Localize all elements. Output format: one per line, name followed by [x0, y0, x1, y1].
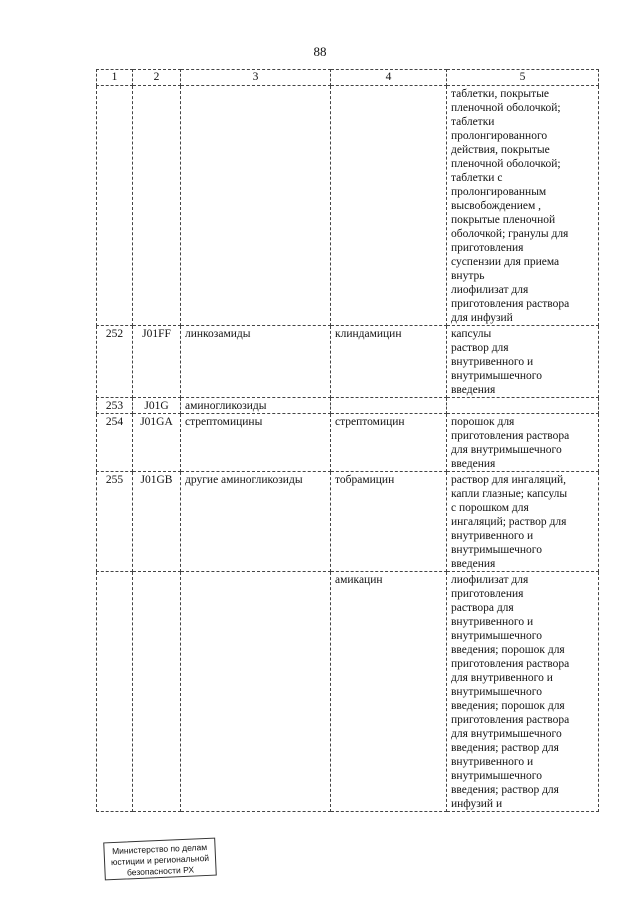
row-number-cell: 253: [97, 398, 133, 414]
group-name-cell: другие аминогликозиды: [181, 472, 331, 572]
dosage-form-line: введения: [451, 458, 496, 470]
dosage-form-line: введения: [451, 558, 496, 570]
dosage-forms-cell: [447, 398, 599, 414]
atc-code-cell: J01GA: [133, 414, 181, 472]
dosage-form-line: приготовления: [451, 242, 524, 254]
atc-code-cell: J01GB: [133, 472, 181, 572]
table-row: [97, 86, 599, 326]
dosage-form-line: инфузий и: [451, 798, 503, 810]
group-name-cell: [181, 86, 331, 326]
dosage-form-line: приготовления раствора: [451, 298, 570, 310]
dosage-form-line: лиофилизат для: [451, 284, 529, 296]
dosage-form-line: оболочкой; гранулы для: [451, 228, 569, 240]
ministry-stamp: [103, 838, 217, 881]
dosage-forms-cell: [447, 572, 599, 812]
dosage-form-line: лиофилизат для: [451, 574, 529, 586]
dosage-form-line: для внутримышечного: [451, 444, 562, 456]
atc-code-cell: J01G: [133, 398, 181, 414]
table-row: [97, 398, 599, 414]
dosage-forms-cell: [447, 326, 599, 398]
dosage-form-line: ингаляций; раствор для: [451, 516, 567, 528]
dosage-form-line: раствора для: [451, 602, 514, 614]
row-number-cell: 254: [97, 414, 133, 472]
drug-name-cell: стрептомицин: [331, 414, 447, 472]
table-body: [97, 86, 599, 812]
dosage-form-line: с порошком для: [451, 502, 529, 514]
row-number-cell: 252: [97, 326, 133, 398]
dosage-form-line: пленочной оболочкой;: [451, 158, 561, 170]
dosage-form-line: внутривенного и: [451, 616, 534, 628]
drug-name-cell: клиндамицин: [331, 326, 447, 398]
dosage-forms-cell: [447, 472, 599, 572]
dosage-form-line: внутримышечного: [451, 770, 542, 782]
dosage-form-line: внутривенного и: [451, 356, 534, 368]
column-header: 2: [133, 70, 181, 86]
row-number-cell: 255: [97, 472, 133, 572]
dosage-form-line: действия, покрытые: [451, 144, 550, 156]
dosage-forms-cell: [447, 414, 599, 472]
drug-name-cell: тобрамицин: [331, 472, 447, 572]
dosage-form-line: введения; раствор для: [451, 784, 559, 796]
dosage-form-line: внутримышечного: [451, 544, 542, 556]
stamp-line: юстиции и региональной: [110, 852, 210, 868]
dosage-form-line: раствор для ингаляций,: [451, 474, 567, 486]
group-name-cell: стрептомицины: [181, 414, 331, 472]
table-row: [97, 414, 599, 472]
dosage-form-line: приготовления раствора: [451, 430, 570, 442]
table-row: [97, 572, 599, 812]
column-header: 4: [331, 70, 447, 86]
group-name-cell: линкозамиды: [181, 326, 331, 398]
drug-name-cell: [331, 86, 447, 326]
group-name-cell: [181, 572, 331, 812]
dosage-form-line: приготовления раствора: [451, 714, 570, 726]
dosage-form-line: пролонгированным: [451, 186, 547, 198]
dosage-form-line: таблетки, покрытые: [451, 88, 550, 100]
dosage-form-line: порошок для: [451, 416, 515, 428]
dosage-form-line: внутримышечного: [451, 370, 542, 382]
dosage-form-line: для внутримышечного: [451, 728, 562, 740]
table-row: [97, 472, 599, 572]
dosage-form-line: для внутривенного и: [451, 672, 553, 684]
column-header: 5: [447, 70, 599, 86]
dosage-form-line: приготовления раствора: [451, 658, 570, 670]
drug-table: [96, 69, 599, 812]
dosage-form-line: приготовления: [451, 588, 524, 600]
dosage-form-line: введения: [451, 384, 496, 396]
dosage-form-line: введения; раствор для: [451, 742, 559, 754]
dosage-form-line: капли глазные; капсулы: [451, 488, 568, 500]
dosage-form-line: внутримышечного: [451, 630, 542, 642]
row-number-cell: [97, 86, 133, 326]
stamp-line: безопасности РХ: [126, 864, 195, 878]
page-number: 88: [313, 44, 327, 59]
dosage-form-line: пленочной оболочкой;: [451, 102, 561, 114]
table-header-row: [97, 70, 599, 86]
dosage-form-line: введения; порошок для: [451, 700, 565, 712]
group-name-cell: аминогликозиды: [181, 398, 331, 414]
atc-code-cell: [133, 572, 181, 812]
dosage-form-line: суспензии для приема: [451, 256, 560, 268]
dosage-forms-cell: [447, 86, 599, 326]
dosage-form-line: капсулы: [451, 328, 492, 340]
dosage-form-line: раствор для: [451, 342, 509, 354]
dosage-form-line: внутримышечного: [451, 686, 542, 698]
dosage-form-line: внутривенного и: [451, 530, 534, 542]
dosage-form-line: высвобождением ,: [451, 200, 542, 212]
drug-name-cell: [331, 398, 447, 414]
dosage-form-line: введения; порошок для: [451, 644, 565, 656]
column-header: 3: [181, 70, 331, 86]
dosage-form-line: внутрь: [451, 270, 485, 282]
stamp-line: Министерство по делам: [111, 841, 208, 857]
dosage-form-line: таблетки: [451, 116, 495, 128]
dosage-form-line: пролонгированного: [451, 130, 548, 142]
table-row: [97, 326, 599, 398]
dosage-form-line: внутривенного и: [451, 756, 534, 768]
drug-name-cell: амикацин: [331, 572, 447, 812]
atc-code-cell: J01FF: [133, 326, 181, 398]
dosage-form-line: покрытые пленочной: [451, 214, 556, 226]
dosage-form-line: таблетки с: [451, 172, 503, 184]
dosage-form-line: для инфузий: [451, 312, 513, 324]
atc-code-cell: [133, 86, 181, 326]
column-header: 1: [97, 70, 133, 86]
row-number-cell: [97, 572, 133, 812]
